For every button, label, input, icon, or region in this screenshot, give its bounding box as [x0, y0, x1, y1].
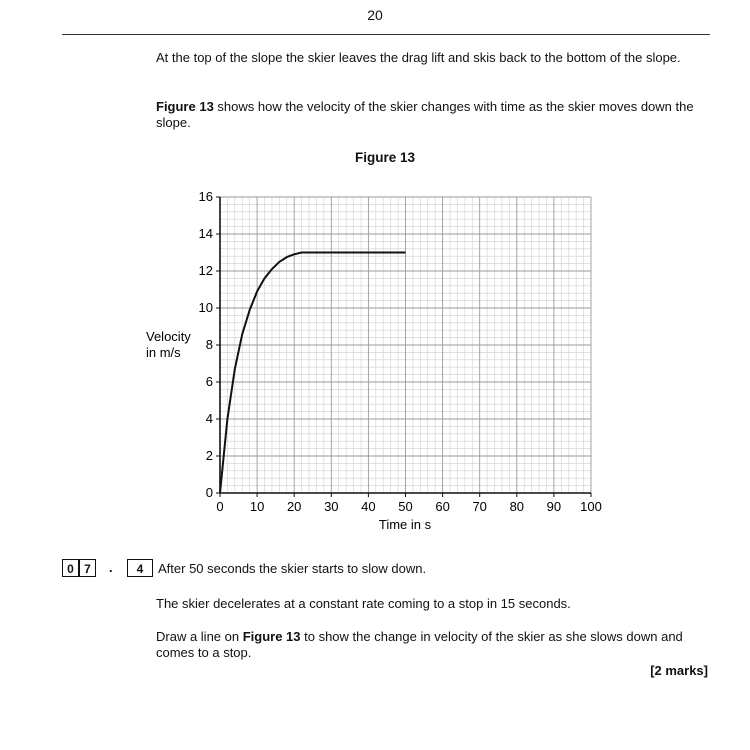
x-tick-label: 20 — [286, 499, 302, 514]
y-tick-labels — [199, 189, 220, 500]
page-number: 20 — [367, 7, 383, 23]
x-tick-label: 0 — [216, 499, 224, 514]
figure-title: Figure 13 — [354, 150, 416, 165]
y-tick-label: 6 — [205, 374, 213, 389]
y-tick-label: 16 — [198, 189, 213, 204]
intro-paragraph-1: At the top of the slope the skier leaves the drag lift and skis back to the bottom of the slope. — [156, 50, 681, 65]
question-line-2: The skier decelerates at a constant rate coming to a stop in 15 seconds. — [156, 596, 571, 611]
question-digit-1: 0 — [62, 559, 79, 577]
x-tick-label: 70 — [472, 499, 487, 514]
question-line-3-post: to show the change in velocity of the skier as she slows down and comes to a stop. — [156, 629, 683, 660]
y-tick-label: 14 — [198, 226, 213, 241]
x-tick-label: 90 — [546, 499, 562, 514]
figure-reference: Figure 13 — [156, 99, 214, 114]
x-tick-label: 80 — [509, 499, 525, 514]
y-tick-label: 8 — [205, 337, 213, 352]
y-tick-label: 0 — [205, 485, 213, 500]
question-figure-reference: Figure 13 — [242, 629, 301, 644]
question-separator: . — [109, 560, 113, 575]
y-tick-label: 12 — [198, 263, 213, 278]
question-line-1: After 50 seconds the skier starts to slow down. — [158, 561, 427, 576]
intro-paragraph-2-text: shows how the velocity of the skier changes with time as the skier moves down the slope. — [156, 99, 694, 130]
y-axis-label-line2: in m/s — [146, 345, 181, 360]
series-group — [220, 253, 406, 494]
x-tick-label: 10 — [249, 499, 265, 514]
y-tick-label: 4 — [205, 411, 213, 426]
question-line-3-pre: Draw a line on — [156, 629, 243, 644]
y-axis-label-line1: Velocity — [146, 329, 191, 344]
x-tick-label: 50 — [398, 499, 413, 514]
question-line-3 — [156, 629, 701, 661]
velocity-line — [220, 253, 406, 494]
x-tick-label: 60 — [435, 499, 450, 514]
marks-label: [2 marks] — [650, 663, 708, 678]
x-tick-labels — [216, 493, 601, 514]
x-tick-label: 30 — [324, 499, 339, 514]
question-digit-2: 7 — [79, 559, 96, 577]
question-part: 4 — [127, 559, 153, 577]
x-tick-label: 100 — [580, 499, 602, 514]
y-tick-label: 10 — [198, 300, 213, 315]
y-tick-label: 2 — [205, 448, 213, 463]
x-tick-label: 40 — [361, 499, 376, 514]
x-axis-label: Time in s — [378, 517, 432, 532]
